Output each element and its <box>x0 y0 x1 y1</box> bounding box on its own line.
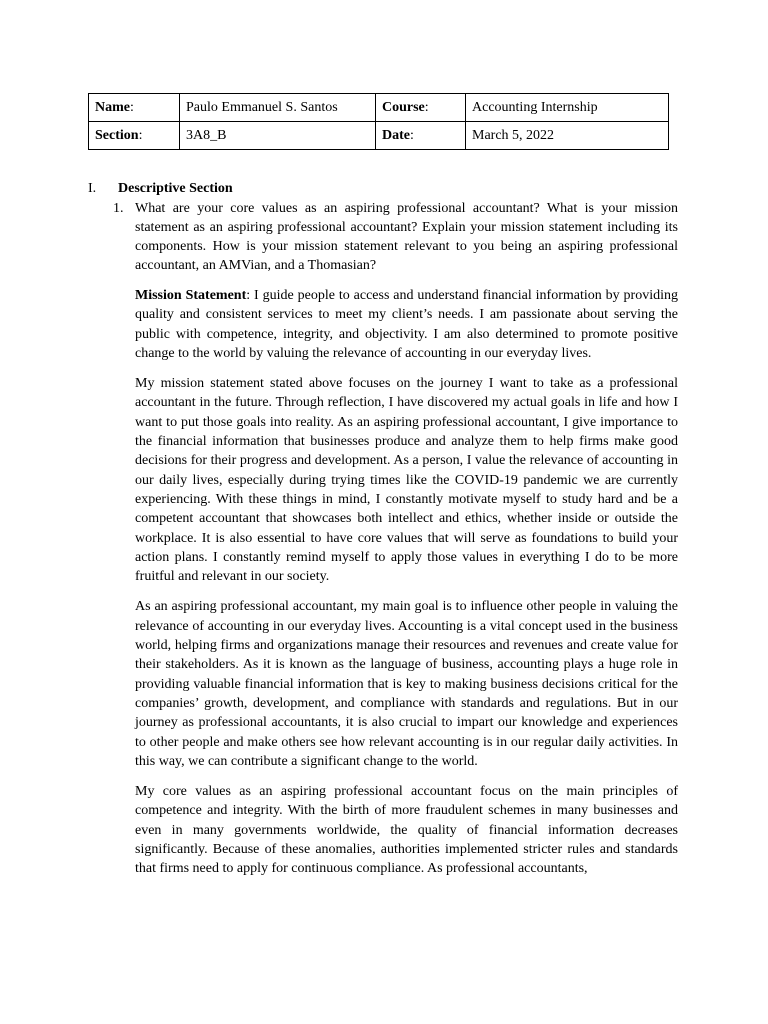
body-paragraph: My mission statement stated above focuses on the journey I want to take as a professional accountant in the future. Through reflection, I have discovered my actual goals in life and how I want to put those goals into reality. As an aspiring professional accountant, I give importance to the financial information that businesses produce and analyze them to help firms make good decisions for their progress and development. As a person, I value the relevance of accounting in our daily lives, especially during trying times like the COVID-19 pandemic we are currently experiencing. With these things in mind, I constantly motivate myself to study hard and be a competent accountant that showcases both intellect and ethics, whether inside or outside the workplace. It is also essential to have core values that will serve as foundations to build your action plans. I constantly remind myself to apply those values in everything I do to be more fruitful and relevant in our society. <box>135 376 678 585</box>
section-label: Section <box>95 127 139 143</box>
info-row-name <box>89 94 669 122</box>
question-text: What are your core values as an aspiring professional accountant? What is your mission statement as an aspiring professional accountant? Explain your mission statement including its components. How is your mission statement relevant to you being an aspiring professional accountant, an AMVian, and a Thomasian? <box>135 201 678 273</box>
section-number: I. <box>88 181 97 196</box>
name-value: Paulo Emmanuel S. Santos <box>180 94 376 122</box>
section-value: 3A8_B <box>180 122 376 150</box>
body-paragraph: As an aspiring professional accountant, my main goal is to influence other people in valuing the relevance of accounting in our everyday lives. Accounting is a vital concept used in the business world, helping firms and organizations manage their resources and revenues and create value for their stakeholders. As it is known as the language of business, accounting plays a huge role in providing valuable financial information that is key to making business decisions critical for the companies’ growth, development, and compliance with standards and regulations. But in our journey as professional accountants, it is also crucial to impart our knowledge and experiences to other people and make others see how relevant accounting is in our regular daily activities. In this way, we can contribute a significant change to the world. <box>135 599 678 769</box>
name-label: Name <box>95 99 130 115</box>
course-label-cell: Course: <box>376 94 466 122</box>
question-number: 1. <box>113 201 124 216</box>
mission-statement-paragraph: Mission Statement: I guide people to access and understand financial information by providing quality and consistent services to meet my client’s needs. I am passionate about serving the public with competence, integrity, and objectivity. I am also determined to promote positive change to the world by valuing the relevance of accounting in our everyday lives. <box>135 288 678 361</box>
info-row-section <box>89 122 669 150</box>
date-label-cell: Date: <box>376 122 466 150</box>
mission-statement-label: Mission Statement <box>135 288 247 303</box>
date-label: Date <box>382 127 410 143</box>
course-value: Accounting Internship <box>466 94 669 122</box>
name-label-cell: Name: <box>89 94 180 122</box>
date-value: March 5, 2022 <box>466 122 669 150</box>
student-info-table <box>88 93 669 150</box>
course-label: Course <box>382 99 425 115</box>
section-title: Descriptive Section <box>118 181 233 196</box>
mission-statement-text: I guide people to access and understand financial information by providing quality and consistent services to meet my client’s needs. I am passionate about serving the public with competence, integrity, and objectivity. I am also determined to promote positive change to the world by valuing the relevance of accounting in our everyday lives. <box>135 288 678 361</box>
body-paragraph: My core values as an aspiring professional accountant focus on the main principles of competence and integrity. With the birth of more fraudulent schemes in many businesses and even in many governments worldwide, the quality of financial information decreases significantly. Because of these anomalies, authorities implemented stricter rules and standards that firms need to apply for continuous compliance. As professional accountants, <box>135 784 678 877</box>
answer-body <box>135 286 678 890</box>
section-label-cell: Section: <box>89 122 180 150</box>
